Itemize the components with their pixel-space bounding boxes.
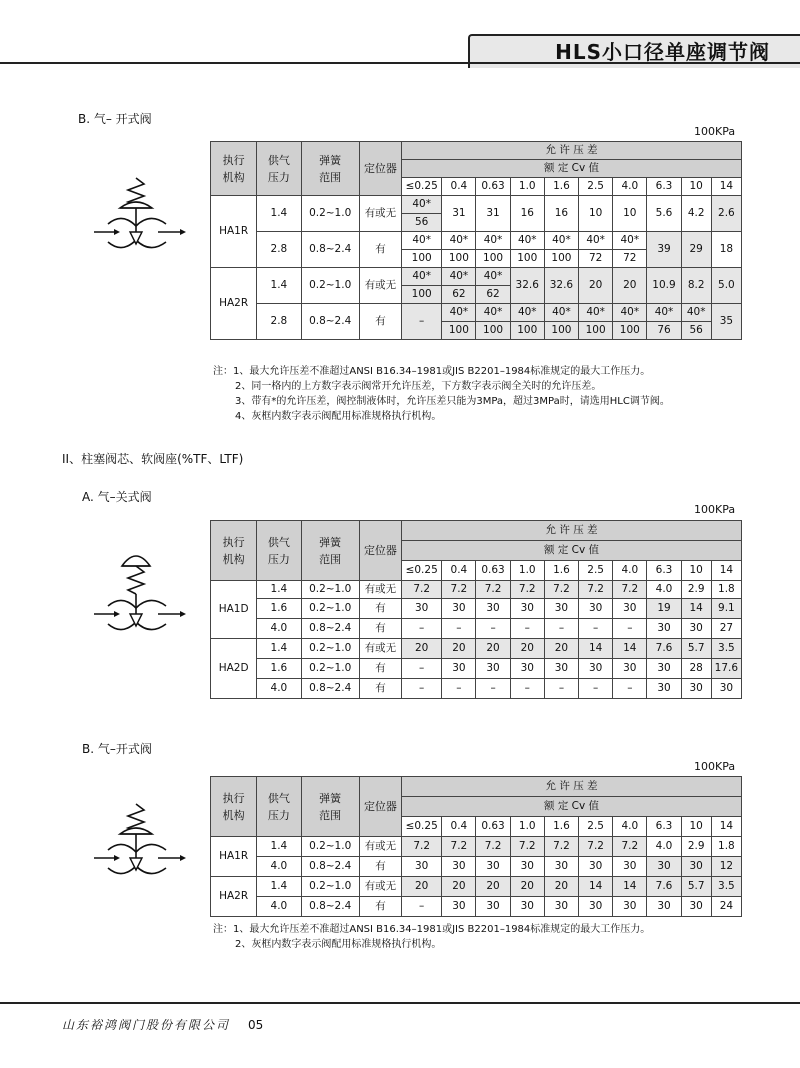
cv-col: 14 xyxy=(711,561,741,581)
cell: 72 xyxy=(579,250,613,268)
cell: 100 xyxy=(613,322,647,340)
cell: 0.8~2.4 xyxy=(301,897,359,917)
header-spring: 弹簧 xyxy=(319,791,342,805)
cell: 16 xyxy=(544,196,578,232)
cell: 0.2~1.0 xyxy=(301,877,359,897)
cell: – xyxy=(579,679,613,699)
cell: 有 xyxy=(359,619,401,639)
cell: 62 xyxy=(442,286,476,304)
cell: – xyxy=(476,619,510,639)
cell: 3.5 xyxy=(711,639,741,659)
cell: 100 xyxy=(476,250,510,268)
cv-col: 1.6 xyxy=(544,178,578,196)
cell: 40* xyxy=(647,304,681,322)
cell: 4.0 xyxy=(257,857,301,877)
cell: 2.6 xyxy=(711,196,741,232)
header-supply-2: 压力 xyxy=(267,170,290,184)
cell: 40* xyxy=(613,232,647,250)
header-allowable: 允 许 压 差 xyxy=(402,521,742,541)
cell: 30 xyxy=(402,857,442,877)
footer xyxy=(62,1016,263,1033)
section-ii-title: II、柱塞阀芯、软阀座(%TF、LTF) xyxy=(62,452,244,466)
cell: 1.4 xyxy=(257,268,301,304)
cell: 4.0 xyxy=(257,897,301,917)
cell: 5.6 xyxy=(647,196,681,232)
cell: 30 xyxy=(681,897,711,917)
header-actuator-2: 机构 xyxy=(222,808,245,822)
cell: 有 xyxy=(359,304,401,340)
cell: 76 xyxy=(647,322,681,340)
footer-rule xyxy=(0,1002,800,1004)
cell: 30 xyxy=(613,897,647,917)
cell: 30 xyxy=(711,679,741,699)
cell: 100 xyxy=(579,322,613,340)
cell: 0.2~1.0 xyxy=(301,837,359,857)
cell: 有或无 xyxy=(359,877,401,897)
cell: 14 xyxy=(613,639,647,659)
header-positioner: 定位器 xyxy=(359,777,401,837)
cell: 27 xyxy=(711,619,741,639)
cell: 10 xyxy=(579,196,613,232)
table-air-to-close xyxy=(210,520,742,699)
cell: 7.2 xyxy=(544,581,578,599)
cell: 有或无 xyxy=(359,268,401,304)
actuator-ha1r: HA1R xyxy=(211,196,257,268)
header-spring-2: 范围 xyxy=(319,552,342,566)
section-a2-title: A. 气–关式阀 xyxy=(82,490,152,504)
cell: 62 xyxy=(476,286,510,304)
cell: 4.2 xyxy=(681,196,711,232)
cell: 14 xyxy=(579,639,613,659)
cell: 0.2~1.0 xyxy=(301,659,359,679)
cell: 2.8 xyxy=(257,304,301,340)
note-line: 注：1、最大允许压差不准超过ANSI B16.34–1981或JIS B2201–1984标准规定的最大工作压力。 xyxy=(213,924,651,935)
actuator-ha1r: HA1R xyxy=(211,837,257,877)
cell: 56 xyxy=(402,214,442,232)
cell: 0.8~2.4 xyxy=(301,232,359,268)
cell: 17.6 xyxy=(711,659,741,679)
cell: 7.6 xyxy=(647,877,681,897)
cell: 有或无 xyxy=(359,581,401,599)
header-supply: 供气 xyxy=(267,791,290,805)
cell: – xyxy=(402,679,442,699)
unit-label-2: 100KPa xyxy=(694,503,736,516)
cell: 有或无 xyxy=(359,196,401,232)
cv-col: 1.0 xyxy=(510,561,544,581)
cell: 0.2~1.0 xyxy=(301,599,359,619)
cell: 30 xyxy=(647,679,681,699)
cell: 5.7 xyxy=(681,877,711,897)
cell: – xyxy=(402,619,442,639)
cell: – xyxy=(579,619,613,639)
cell: 40* xyxy=(402,268,442,286)
cell: 24 xyxy=(711,897,741,917)
cell: 40* xyxy=(579,304,613,322)
cell: 30 xyxy=(510,599,544,619)
cell: 1.6 xyxy=(257,599,301,619)
cell: 10.9 xyxy=(647,268,681,304)
header-spring-2: 范围 xyxy=(319,170,342,184)
cell: 100 xyxy=(476,322,510,340)
cell: 7.2 xyxy=(613,837,647,857)
cell: 20 xyxy=(476,877,510,897)
cell: 1.4 xyxy=(257,581,301,599)
cell: 20 xyxy=(579,268,613,304)
actuator-ha2d: HA2D xyxy=(211,639,257,699)
cv-col: 1.6 xyxy=(544,561,578,581)
cell: 14 xyxy=(613,877,647,897)
note-line: 2、同一格内的上方数字表示阀常开允许压差，下方数字表示阀全关时的允许压差。 xyxy=(235,381,602,392)
cell: 56 xyxy=(681,322,711,340)
air-to-close-valve-symbol xyxy=(92,548,188,648)
company-name: 山东裕鸿阀门股份有限公司 xyxy=(62,1018,231,1032)
cell: 100 xyxy=(442,250,476,268)
cell: 7.2 xyxy=(476,581,510,599)
cell: – xyxy=(442,679,476,699)
cell: 40* xyxy=(402,232,442,250)
cell: 30 xyxy=(442,659,476,679)
cv-col: 2.5 xyxy=(579,178,613,196)
cell: 16 xyxy=(510,196,544,232)
cell: 14 xyxy=(579,877,613,897)
cv-col: 14 xyxy=(711,817,741,837)
cell: 0.2~1.0 xyxy=(301,268,359,304)
cell: – xyxy=(544,679,578,699)
header-rated-cv: 额 定 Cv 值 xyxy=(402,541,742,561)
cell: 40* xyxy=(402,196,442,214)
header-positioner: 定位器 xyxy=(359,142,401,196)
cell: 4.0 xyxy=(647,837,681,857)
cell: 40* xyxy=(442,268,476,286)
cell: 0.2~1.0 xyxy=(301,639,359,659)
cell: 31 xyxy=(442,196,476,232)
cell: – xyxy=(476,679,510,699)
cell: – xyxy=(510,679,544,699)
cell: 30 xyxy=(579,659,613,679)
cell: 30 xyxy=(544,659,578,679)
cell: – xyxy=(402,304,442,340)
cell: 30 xyxy=(510,857,544,877)
cell: 30 xyxy=(442,897,476,917)
cell: 0.2~1.0 xyxy=(301,581,359,599)
cell: 100 xyxy=(544,250,578,268)
header-actuator-2: 机构 xyxy=(222,552,245,566)
header-spring: 弹簧 xyxy=(319,153,342,167)
cell: 7.2 xyxy=(402,581,442,599)
cell: 40* xyxy=(476,232,510,250)
cell: 7.6 xyxy=(647,639,681,659)
cell: 30 xyxy=(476,659,510,679)
cell: 30 xyxy=(510,897,544,917)
cv-col: 10 xyxy=(681,561,711,581)
cell: 100 xyxy=(442,322,476,340)
cell: 有 xyxy=(359,599,401,619)
cv-col: 1.0 xyxy=(510,178,544,196)
cell: 30 xyxy=(681,857,711,877)
cell: 4.0 xyxy=(257,619,301,639)
cell: 1.4 xyxy=(257,639,301,659)
header-actuator: 执行 xyxy=(222,153,245,167)
notes-1 xyxy=(213,364,670,424)
cell: 30 xyxy=(579,599,613,619)
cv-col: 6.3 xyxy=(647,178,681,196)
cv-col: 2.5 xyxy=(579,817,613,837)
cell: 有 xyxy=(359,857,401,877)
cv-col: 14 xyxy=(711,178,741,196)
cell: 30 xyxy=(647,659,681,679)
cell: 0.8~2.4 xyxy=(301,304,359,340)
cell: 28 xyxy=(681,659,711,679)
header-supply: 供气 xyxy=(267,153,290,167)
cell: 30 xyxy=(647,619,681,639)
cell: 4.0 xyxy=(257,679,301,699)
cv-col: 1.0 xyxy=(510,817,544,837)
cell: 40* xyxy=(476,304,510,322)
cell: 100 xyxy=(544,322,578,340)
cell: 4.0 xyxy=(647,581,681,599)
cell: 30 xyxy=(613,659,647,679)
cell: – xyxy=(442,619,476,639)
cell: 40* xyxy=(681,304,711,322)
cell: 20 xyxy=(510,639,544,659)
cell: 2.8 xyxy=(257,232,301,268)
cell: 100 xyxy=(402,250,442,268)
header-supply-2: 压力 xyxy=(267,808,290,822)
cell: – xyxy=(402,659,442,679)
cell: 40* xyxy=(544,232,578,250)
cell: 3.5 xyxy=(711,877,741,897)
header-spring: 弹簧 xyxy=(319,535,342,549)
cell: 40* xyxy=(442,304,476,322)
cv-col: 4.0 xyxy=(613,817,647,837)
cell: 7.2 xyxy=(579,581,613,599)
air-to-open-valve-symbol-2 xyxy=(92,800,188,890)
cell: 1.4 xyxy=(257,877,301,897)
cell: 20 xyxy=(544,877,578,897)
cv-col: 0.63 xyxy=(476,178,510,196)
cell: 18 xyxy=(711,232,741,268)
note-line: 3、带有*的允许压差，阀控制液体时，允许压差只能为3MPa，超过3MPa时，请选用HLC调节阀。 xyxy=(235,396,670,407)
cell: 30 xyxy=(613,599,647,619)
header-allowable: 允 许 压 差 xyxy=(402,142,742,160)
cell: 20 xyxy=(442,877,476,897)
cell: 30 xyxy=(402,599,442,619)
cell: 30 xyxy=(544,857,578,877)
table-air-to-open-2 xyxy=(210,776,742,917)
cell: 30 xyxy=(442,599,476,619)
section-b1-title: B. 气– 开式阀 xyxy=(78,112,152,126)
cv-col: ≤0.25 xyxy=(402,561,442,581)
cell: 有 xyxy=(359,897,401,917)
cell: 30 xyxy=(681,679,711,699)
cv-col: 10 xyxy=(681,817,711,837)
cell: 1.6 xyxy=(257,659,301,679)
cell: 5.7 xyxy=(681,639,711,659)
cell: 10 xyxy=(613,196,647,232)
cv-col: ≤0.25 xyxy=(402,178,442,196)
cell: 31 xyxy=(476,196,510,232)
cell: 100 xyxy=(510,250,544,268)
cell: 20 xyxy=(613,268,647,304)
cell: 30 xyxy=(544,599,578,619)
cell: 30 xyxy=(476,599,510,619)
cell: 有或无 xyxy=(359,639,401,659)
cell: – xyxy=(510,619,544,639)
cell: 8.2 xyxy=(681,268,711,304)
cv-col: ≤0.25 xyxy=(402,817,442,837)
cell: 7.2 xyxy=(442,581,476,599)
header-actuator: 执行 xyxy=(222,791,245,805)
cell: 2.9 xyxy=(681,837,711,857)
cell: 7.2 xyxy=(510,837,544,857)
cell: 20 xyxy=(544,639,578,659)
cell: 40* xyxy=(476,268,510,286)
cell: 5.0 xyxy=(711,268,741,304)
cell: 30 xyxy=(579,857,613,877)
cv-col: 6.3 xyxy=(647,561,681,581)
cv-col: 4.0 xyxy=(613,561,647,581)
page-title: HLS小口径单座调节阀 xyxy=(555,40,770,64)
header-actuator-2: 机构 xyxy=(222,170,245,184)
cell: 40* xyxy=(544,304,578,322)
cell: 30 xyxy=(613,857,647,877)
page-number: 05 xyxy=(248,1018,264,1032)
cell: 19 xyxy=(647,599,681,619)
cell: 32.6 xyxy=(510,268,544,304)
cell: 30 xyxy=(647,857,681,877)
cell: 9.1 xyxy=(711,599,741,619)
cell: 14 xyxy=(681,599,711,619)
note-line: 2、灰框内数字表示阀配用标准规格执行机构。 xyxy=(235,939,442,950)
cell: – xyxy=(613,679,647,699)
cell: 40* xyxy=(579,232,613,250)
cell: 20 xyxy=(476,639,510,659)
cell: 20 xyxy=(442,639,476,659)
header-actuator: 执行 xyxy=(222,535,245,549)
cell: 29 xyxy=(681,232,711,268)
cell: 40* xyxy=(510,304,544,322)
cell: 7.2 xyxy=(544,837,578,857)
cell: – xyxy=(402,897,442,917)
header-allowable: 允 许 压 差 xyxy=(402,777,742,797)
cell: 有或无 xyxy=(359,837,401,857)
unit-label-1: 100KPa xyxy=(694,125,736,138)
cell: 有 xyxy=(359,232,401,268)
cell: 30 xyxy=(579,897,613,917)
cell: 40* xyxy=(442,232,476,250)
cell: 30 xyxy=(476,897,510,917)
header-supply: 供气 xyxy=(267,535,290,549)
cell: 20 xyxy=(402,639,442,659)
note-line: 注：1、最大允许压差不准超过ANSI B16.34–1981或JIS B2201–1984标准规定的最大工作压力。 xyxy=(213,366,651,377)
cell: 32.6 xyxy=(544,268,578,304)
cell: 100 xyxy=(402,286,442,304)
cell: 100 xyxy=(510,322,544,340)
cell: 1.8 xyxy=(711,581,741,599)
cv-col: 0.63 xyxy=(476,817,510,837)
cell: 0.8~2.4 xyxy=(301,857,359,877)
cv-col: 0.4 xyxy=(442,817,476,837)
header-positioner: 定位器 xyxy=(359,521,401,581)
cv-col: 1.6 xyxy=(544,817,578,837)
actuator-ha2r: HA2R xyxy=(211,268,257,340)
cell: 0.2~1.0 xyxy=(301,196,359,232)
cell: 1.4 xyxy=(257,196,301,232)
cell: 7.2 xyxy=(402,837,442,857)
header-rated-cv: 额 定 Cv 值 xyxy=(402,160,742,178)
cell: 12 xyxy=(711,857,741,877)
cv-col: 0.4 xyxy=(442,561,476,581)
cell: 40* xyxy=(613,304,647,322)
section-b2-title: B. 气–开式阀 xyxy=(82,742,152,756)
table-air-to-open-1 xyxy=(210,141,742,340)
air-to-open-valve-symbol-1 xyxy=(92,172,188,268)
notes-2 xyxy=(213,922,650,952)
cell: 7.2 xyxy=(579,837,613,857)
header-supply-2: 压力 xyxy=(267,552,290,566)
cell: 30 xyxy=(510,659,544,679)
cell: 20 xyxy=(510,877,544,897)
cell: 7.2 xyxy=(510,581,544,599)
cell: – xyxy=(613,619,647,639)
cell: 72 xyxy=(613,250,647,268)
cell: 20 xyxy=(402,877,442,897)
cell: 有 xyxy=(359,679,401,699)
cell: 39 xyxy=(647,232,681,268)
header-spring-2: 范围 xyxy=(319,808,342,822)
cell: 7.2 xyxy=(476,837,510,857)
cv-col: 6.3 xyxy=(647,817,681,837)
cell: 有 xyxy=(359,659,401,679)
cv-col: 2.5 xyxy=(579,561,613,581)
actuator-ha2r: HA2R xyxy=(211,877,257,917)
cell: 40* xyxy=(510,232,544,250)
cell: 0.8~2.4 xyxy=(301,619,359,639)
header-rated-cv: 额 定 Cv 值 xyxy=(402,797,742,817)
unit-label-3: 100KPa xyxy=(694,760,736,773)
cell: 30 xyxy=(647,897,681,917)
cell: 35 xyxy=(711,304,741,340)
cell: 7.2 xyxy=(442,837,476,857)
cv-col: 4.0 xyxy=(613,178,647,196)
cv-col: 0.63 xyxy=(476,561,510,581)
note-line: 4、灰框内数字表示阀配用标准规格执行机构。 xyxy=(235,411,442,422)
cell: 1.4 xyxy=(257,837,301,857)
cv-col: 0.4 xyxy=(442,178,476,196)
cell: 7.2 xyxy=(613,581,647,599)
cell: 30 xyxy=(544,897,578,917)
cell: 30 xyxy=(681,619,711,639)
cell: – xyxy=(544,619,578,639)
cell: 1.8 xyxy=(711,837,741,857)
actuator-ha1d: HA1D xyxy=(211,581,257,639)
cell: 2.9 xyxy=(681,581,711,599)
cell: 30 xyxy=(442,857,476,877)
cv-col: 10 xyxy=(681,178,711,196)
cell: 30 xyxy=(476,857,510,877)
cell: 0.8~2.4 xyxy=(301,679,359,699)
